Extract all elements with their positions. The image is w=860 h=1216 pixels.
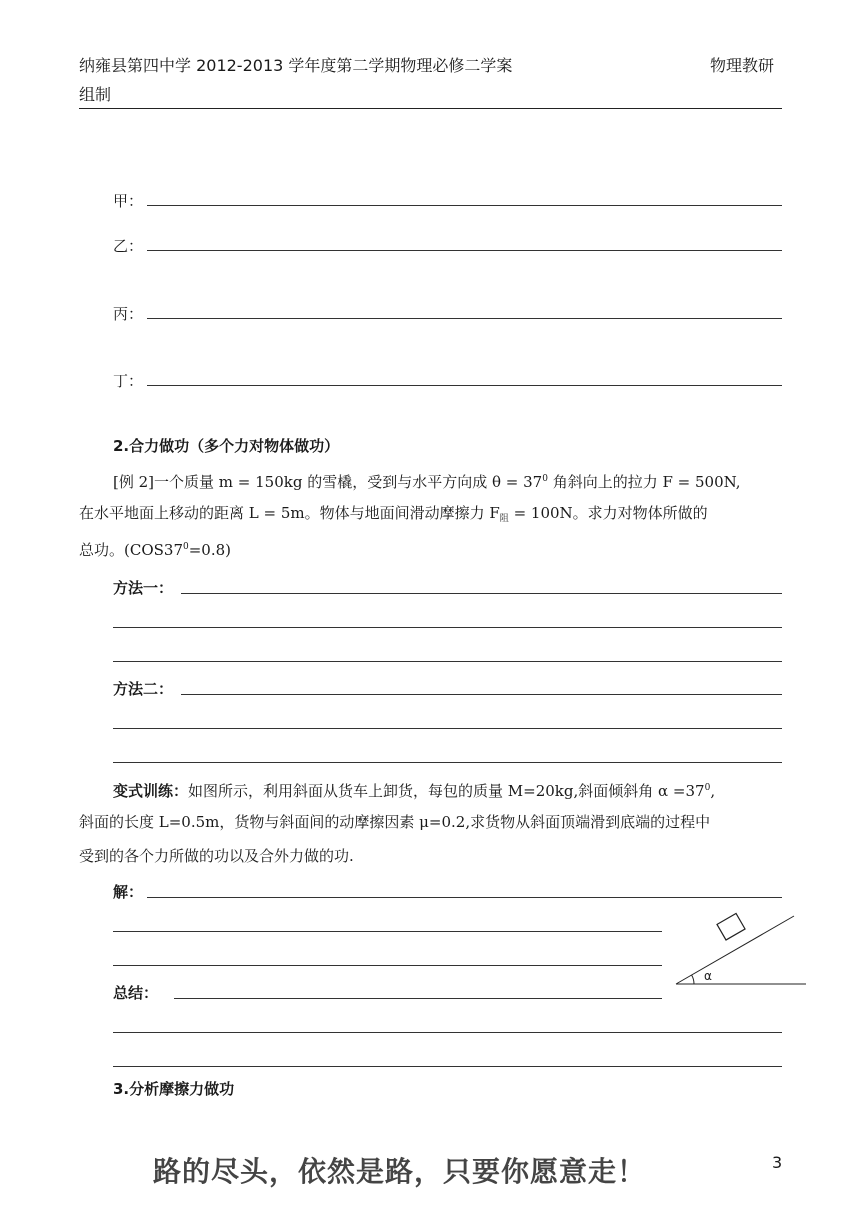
angle-label: α [704, 969, 712, 983]
solve-line-2[interactable] [113, 931, 662, 932]
summary-line-1[interactable] [174, 998, 662, 999]
answer-label-bing: 丙： [113, 305, 144, 323]
answer-label-ding: 丁： [113, 372, 144, 390]
answer-label-yi: 乙： [113, 237, 144, 255]
summary-line-2[interactable] [113, 1032, 782, 1033]
solve-line-3[interactable] [113, 965, 662, 966]
method1-line-1[interactable] [181, 593, 782, 594]
method1-label: 方法一： [113, 579, 174, 597]
variant-line1: 变式训练：如图所示，利用斜面从货车上卸货，每包的质量 M=20kg,斜面倾斜角 $\alpha =37^0$, [113, 782, 716, 800]
section2-heading: 2.合力做功（多个力对物体做功） [113, 437, 340, 455]
footer-motto: 路的尽头，依然是路，只要你愿意走！ [153, 1155, 647, 1188]
variant-line3: 受到的各个力所做的功以及合外力做的功. [79, 847, 354, 865]
variant-label: 变式训练： [113, 782, 189, 800]
answer-line-jia[interactable] [147, 205, 782, 206]
header-org-right: 物理教研 [710, 56, 775, 75]
page-number: 3 [772, 1153, 783, 1172]
answer-line-bing[interactable] [147, 318, 782, 319]
solve-line-1[interactable] [147, 897, 782, 898]
answer-line-yi[interactable] [147, 250, 782, 251]
header-rule [79, 108, 782, 109]
variant-line2: 斜面的长度 L=0.5m，货物与斜面间的动摩擦因素 μ=0.2,求货物从斜面顶端滑到底端的过程中 [79, 813, 711, 831]
header-title: 纳雍县第四中学 2012-2013 学年度第二学期物理必修二学案 [79, 56, 513, 75]
solve-label: 解： [113, 883, 144, 901]
answer-line-ding[interactable] [147, 385, 782, 386]
answer-label-jia: 甲： [113, 192, 144, 210]
incline-figure [670, 908, 810, 990]
example2-line3: 总功。$(COS37^0=0.8)$ [79, 541, 232, 559]
method1-line-2[interactable] [113, 627, 782, 628]
example2-line2: 在水平地面上移动的距离 L = 5m。物体与地面间滑动摩擦力 $F_阻 = 100N$。求力对物体所做的 [79, 504, 708, 524]
cargo-box [717, 913, 745, 940]
method2-line-3[interactable] [113, 762, 782, 763]
method2-line-1[interactable] [181, 694, 782, 695]
section3-heading: 3.分析摩擦力做功 [113, 1080, 235, 1098]
method2-line-2[interactable] [113, 728, 782, 729]
example2-line1: [例 2]一个质量 m = 150kg 的雪橇，受到与水平方向成 $\theta = 37^0$ 角斜向上的拉力 F = 500N, [113, 473, 741, 491]
method2-label: 方法二： [113, 680, 174, 698]
summary-line-3[interactable] [113, 1066, 782, 1067]
summary-label: 总结： [113, 984, 159, 1002]
method1-line-3[interactable] [113, 661, 782, 662]
angle-arc [692, 975, 694, 984]
header-org-left: 组制 [79, 85, 112, 104]
